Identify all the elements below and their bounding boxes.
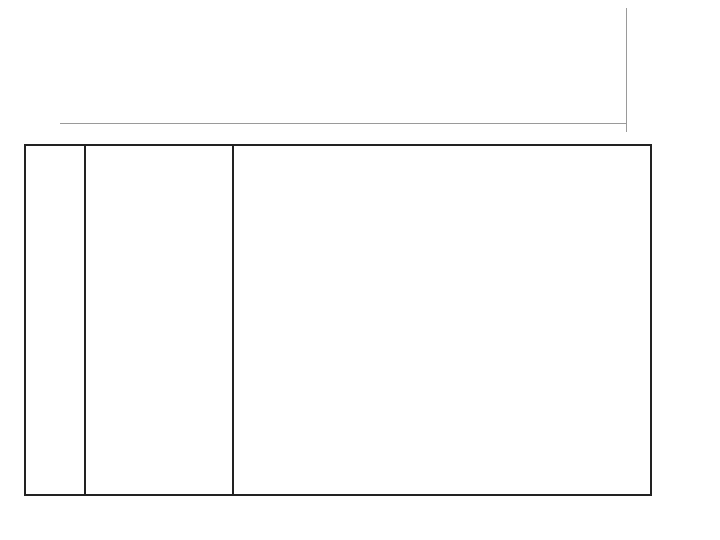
horizontal-divider (60, 123, 626, 124)
decorative-dot-grid (642, 10, 718, 110)
vertical-divider (626, 8, 627, 132)
side-header-cell (26, 146, 86, 494)
macroworld-table (24, 144, 652, 496)
table-rows (234, 146, 650, 494)
category-cell (86, 146, 234, 494)
